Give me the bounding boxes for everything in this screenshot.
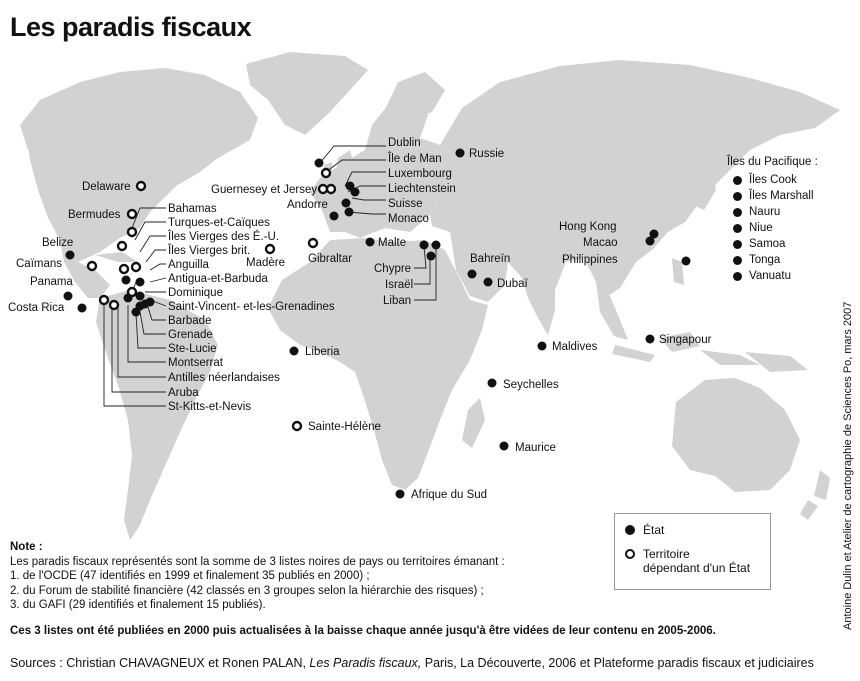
marker-turques xyxy=(128,228,136,236)
label-maldives: Maldives xyxy=(552,341,598,353)
sources-text: Sources : Christian CHAVAGNEUX et Ronen PALAN, Les Paradis fiscaux, Paris, La Découverte, 2006 et Plateforme paradis fiscaux et judiciaires xyxy=(10,656,814,670)
label-costarica: Costa Rica xyxy=(8,302,65,314)
label-montserrat: Montserrat xyxy=(168,357,223,369)
marker-antilles xyxy=(110,301,118,309)
marker-iv-brit xyxy=(120,265,128,273)
pacific-heading: Îles du Pacifique : xyxy=(727,156,818,168)
label-maurice: Maurice xyxy=(515,442,556,454)
summary-text: Ces 3 listes ont été publiées en 2000 puis actualisées à la baisse chaque année jusqu'à être vidées de leur contenu en 2005-2006. xyxy=(10,625,716,637)
label-stvincent: Saint-Vincent- et-les-Grenadines xyxy=(168,301,335,313)
marker-madere xyxy=(266,245,274,253)
madagascar-shape xyxy=(462,398,485,448)
legend-state-row xyxy=(625,523,664,537)
label-dublin: Dublin xyxy=(388,137,421,149)
pacific-item: Niue xyxy=(727,220,818,236)
note-line: 2. du Forum de stabilité financière (42 classés en 3 groupes selon la hiérarchie des risques) ; xyxy=(10,584,484,597)
label-russie: Russie xyxy=(469,148,505,160)
label-stehelene: Sainte-Hélène xyxy=(308,421,381,433)
label-panama: Panama xyxy=(30,276,73,288)
marker-anguilla xyxy=(132,263,140,271)
state-dot-icon xyxy=(733,224,742,233)
pacific-item: Vanuatu xyxy=(727,268,818,284)
state-dot-icon xyxy=(733,256,742,265)
marker-afriquesud xyxy=(396,490,405,499)
pacific-item: Tonga xyxy=(727,252,818,268)
marker-dublin xyxy=(315,159,324,168)
south-america-shape xyxy=(96,290,218,540)
label-antigua: Antigua-et-Barbuda xyxy=(168,273,268,285)
label-liechtenstein: Liechtenstein xyxy=(388,183,456,195)
marker-liberia xyxy=(290,347,299,356)
label-monaco: Monaco xyxy=(388,213,429,225)
label-macao: Macao xyxy=(583,237,618,249)
state-dot-icon xyxy=(733,208,742,217)
label-bahamas: Bahamas xyxy=(168,203,217,215)
marker-guernesey xyxy=(319,185,327,193)
label-andorre: Andorre xyxy=(287,199,328,211)
pacific-item: Samoa xyxy=(727,236,818,252)
label-anguilla: Anguilla xyxy=(168,259,209,271)
marker-maurice xyxy=(500,442,509,451)
marker-bermudes xyxy=(128,210,136,218)
note-line: 3. du GAFI (29 identifiés et finalement 15 publiés). xyxy=(10,599,266,612)
credit-text: Antoine Dulin et Atelier de cartographie de Sciences Po, mars 2007 xyxy=(842,301,854,630)
label-stelucie: Ste-Lucie xyxy=(168,343,217,355)
label-seychelles: Seychelles xyxy=(503,379,559,391)
state-dot-icon xyxy=(625,525,635,535)
marker-aruba xyxy=(100,296,108,304)
label-hongkong: Hong Kong xyxy=(559,221,617,233)
marker-panama xyxy=(64,292,73,301)
australia-shape xyxy=(672,378,800,492)
label-afriquesud: Afrique du Sud xyxy=(411,489,488,501)
marker-monaco xyxy=(345,208,354,217)
pacific-islands-list xyxy=(727,156,818,284)
label-madere: Madère xyxy=(246,257,285,269)
note-line: Les paradis fiscaux représentés sont la somme de 3 listes noires de pays ou territoires émanant : xyxy=(10,555,505,568)
state-dot-icon xyxy=(733,176,742,185)
marker-antigua xyxy=(136,278,145,287)
marker-dubai xyxy=(484,278,493,287)
label-turques: Turques-et-Caïques xyxy=(168,217,270,229)
label-liban: Liban xyxy=(383,295,412,307)
state-dot-icon xyxy=(733,240,742,249)
marker-stkitts xyxy=(124,294,133,303)
map-title: Les paradis fiscaux xyxy=(10,12,252,42)
marker-macao xyxy=(646,237,655,246)
africa-shape xyxy=(268,238,488,490)
label-iledeman: Île de Man xyxy=(388,153,442,165)
marker-gibraltar xyxy=(309,239,317,247)
label-malte: Malte xyxy=(378,237,407,249)
label-dubai: Dubaï xyxy=(497,278,528,290)
new-zealand-shape xyxy=(800,470,830,520)
marker-grenade xyxy=(132,308,141,317)
legend-territory-row xyxy=(625,547,750,575)
marker-delaware xyxy=(137,182,145,190)
label-guernesey: Guernesey et Jersey xyxy=(211,184,318,196)
label-israel: Israël xyxy=(385,279,414,291)
marker-jersey xyxy=(327,185,335,193)
greenland-shape xyxy=(246,52,368,135)
marker-liechtenstein xyxy=(351,188,360,197)
label-gibraltar: Gibraltar xyxy=(308,253,353,265)
label-liberia: Liberia xyxy=(305,346,340,358)
label-bahrein: Bahreïn xyxy=(470,253,511,265)
pacific-item: Îles Marshall xyxy=(727,188,818,204)
label-aruba: Aruba xyxy=(168,387,199,399)
marker-malte xyxy=(366,238,375,247)
state-dot-icon xyxy=(733,192,742,201)
new-guinea-shape xyxy=(745,352,808,372)
cuba-shape xyxy=(95,252,138,262)
legend-territory-label: Territoire dépendant d'un État xyxy=(643,547,751,575)
label-singapour: Singapour xyxy=(659,334,712,346)
label-iv-eu: Îles Vierges des É.-U. xyxy=(168,231,280,243)
note-line: 1. de l'OCDE (47 identifiés en 1999 et finalement 35 publiés en 2000) ; xyxy=(10,570,370,583)
marker-belize xyxy=(66,251,75,260)
note-block xyxy=(10,540,630,613)
label-stkitts: St-Kitts-et-Nevis xyxy=(168,401,252,413)
state-dot-icon xyxy=(733,272,742,281)
label-suisse: Suisse xyxy=(388,198,423,210)
marker-singapour xyxy=(646,335,655,344)
map-legend xyxy=(614,513,771,590)
marker-israel xyxy=(427,252,436,261)
marker-russie xyxy=(456,149,465,158)
marker-maldives xyxy=(538,342,547,351)
label-grenade: Grenade xyxy=(168,329,213,341)
label-iv-brit: Îles Vierges brit. xyxy=(168,245,251,257)
label-philippines: Philippines xyxy=(562,254,618,266)
marker-caimans xyxy=(88,262,96,270)
pacific-item: Nauru xyxy=(727,204,818,220)
marker-iledeman xyxy=(322,169,330,177)
label-antilles: Antilles néerlandaises xyxy=(168,372,280,384)
marker-chypre xyxy=(420,241,429,250)
label-dominique: Dominique xyxy=(168,287,223,299)
marker-seychelles xyxy=(488,379,497,388)
label-delaware: Delaware xyxy=(82,181,131,193)
label-belize: Belize xyxy=(42,237,74,249)
marker-andorre xyxy=(330,212,339,221)
marker-costarica xyxy=(78,304,87,313)
label-barbade: Barbade xyxy=(168,315,212,327)
label-caimans: Caïmans xyxy=(16,258,63,270)
label-bermudes: Bermudes xyxy=(68,209,121,221)
marker-stehelene xyxy=(293,422,301,430)
marker-stvincent xyxy=(146,298,155,307)
label-luxembourg: Luxembourg xyxy=(388,168,452,180)
label-chypre: Chypre xyxy=(374,263,412,275)
marker-bahrein xyxy=(468,270,477,279)
marker-liban xyxy=(432,241,441,250)
marker-iv-eu xyxy=(118,242,126,250)
marker-bahamas xyxy=(122,276,131,285)
marker-dominique xyxy=(136,292,145,301)
note-title: Note : xyxy=(10,541,43,553)
marker-suisse xyxy=(342,199,351,208)
marker-philippines xyxy=(682,257,691,266)
legend-state-label: État xyxy=(643,523,665,537)
pacific-item: Îles Cook xyxy=(727,172,818,188)
